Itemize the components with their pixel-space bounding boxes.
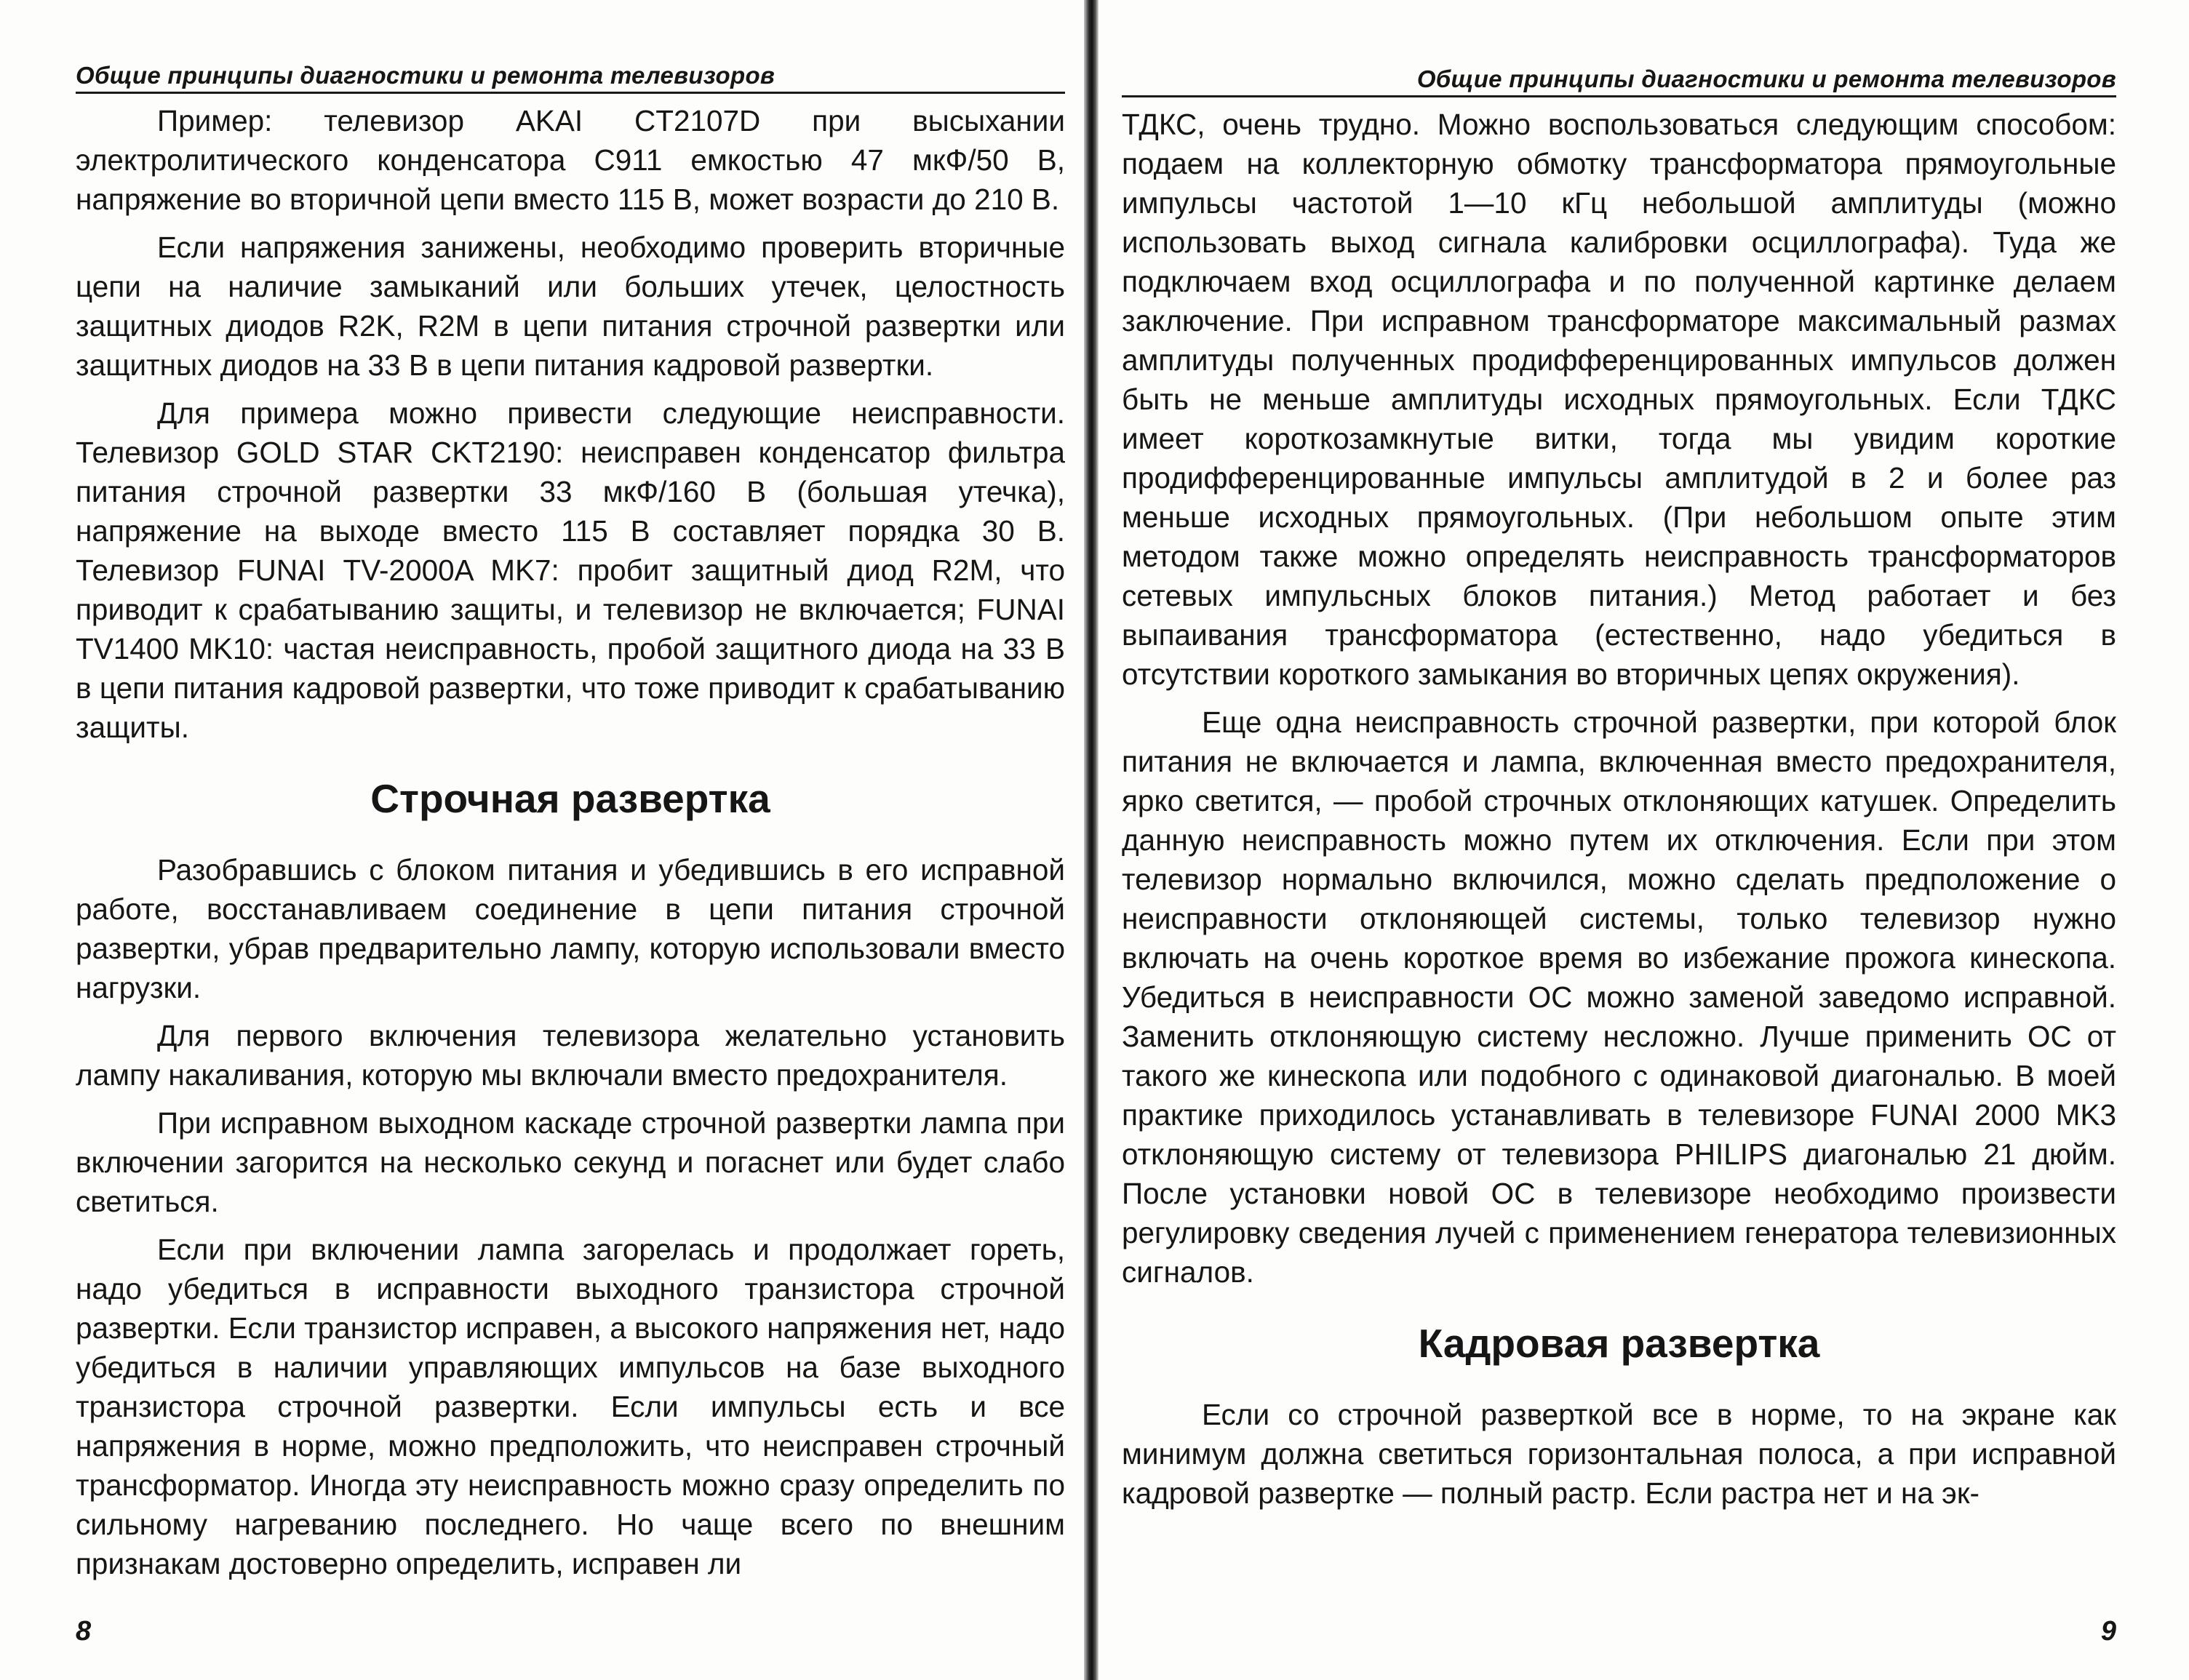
left-section-title: Строчная развертка [370, 776, 770, 821]
left-paragraph-4: Разобравшись с блоком питания и убедившись в его исправной работе, восстанавливаем соединение в цепи питания строчной развертки, убрав предварительно лампу, которую использовали вместо нагрузки. [76, 853, 1065, 1004]
left-paragraph-6: При исправном выходном каскаде строчной развертки лампа при включении загорится на несколько секунд и погаснет или будет слабо светиться. [76, 1106, 1065, 1218]
left-running-head: Общие принципы диагностики и ремонта телевизоров [76, 62, 1065, 94]
left-paragraph-7: Если при включении лампа загорелась и продолжает гореть, надо убедиться в исправности выходного транзистора строчной развертки. Если транзистор исправен, а высокого напряжения нет, надо убедиться в наличии управляющих импульсов на базе выходного транзистора строчной развертки. Если импульсы есть и все напряжения в норме, можно предположить, что неисправен строчный трансформатор. Иногда эту неисправность можно сразу определить по сильному нагреванию последнего. Но чаще всего по внешним признакам достоверно определить, исправен ли [76, 1233, 1065, 1580]
right-paragraph-2: Еще одна неисправность строчной развертки, при которой блок питания не включается и лампа, включенная вместо предохранителя, ярко светится, — пробой строчных отклоняющих катушек. Определить данную неисправность можно путем их отключения. Если при этом телевизор нормально включился, можно сделать предположение о неисправности отклоняющей системы, только телевизор нужно включать на очень короткое время во избежание прожога кинескопа. Убедиться в неисправности ОС можно заменой заведомо исправной. Заменить отклоняющую систему несложно. Лучше применить ОС от такого же кинескопа или подобного с одинаковой диагональю. В моей практике приходилось устанавливать в телевизоре FUNAI 2000 MK3 отклоняющую систему от телевизора PHILIPS диагональю 21 дюйм. После установки новой ОС в телевизоре необходимо произвести регулировку сведения лучей с применением генератора телевизионных сигналов. [1122, 705, 2116, 1289]
right-paragraph-1: ТДКС, очень трудно. Можно воспользоваться следующим способом: подаем на коллекторную обмотку трансформатора прямоугольные импульсы частотой 1—10 кГц небольшой амплитуды (можно использовать выход сигнала калибровки осциллографа). Туда же подключаем вход осциллографа и по полученной картинке делаем заключение. При исправном трансформаторе максимальный размах амплитуды полученных продифференцированных импульсов должен быть не меньше амплитуды исходных прямоугольных. Если ТДКС имеет короткозамкнутые витки, тогда мы увидим короткие продифференцированные импульсы амплитудой в 2 и более раз меньше исходных прямоугольных. (При небольшом опыте этим методом также можно определять неисправность трансформаторов сетевых импульсных блоков питания.) Метод работает и без выпаивания трансформатора (естественно, надо убедиться в отсутствии короткого замыкания во вторичных цепях окружения). [1122, 108, 2116, 691]
left-page [0, 0, 1084, 1680]
right-paragraph-3: Если со строчной разверткой все в норме, то на экране как минимум должна светиться горизонтальная полоса, а при исправной кадровой развертке — полный растр. Если растра нет и на эк- [1122, 1398, 2116, 1510]
right-section-title: Кадровая развертка [1418, 1321, 1820, 1366]
right-running-head: Общие принципы диагностики и ремонта телевизоров [1122, 65, 2116, 97]
left-paragraph-1: Пример: телевизор AKAI CT2107D при высыхании электролитического конденсатора C911 емкостью 47 мкФ/50 В, напряжение во вторичной цепи вместо 115 В, может возрасти до 210 В. [76, 104, 1065, 216]
right-page [1099, 0, 2189, 1680]
right-page-number: 9 [2100, 1616, 2116, 1647]
left-page-number: 8 [76, 1616, 92, 1647]
left-paragraph-5: Для первого включения телевизора желательно установить лампу накаливания, которую мы включали вместо предохранителя. [76, 1019, 1065, 1092]
left-paragraph-2: Если напряжения занижены, необходимо проверить вторичные цепи на наличие замыканий или больших утечек, целостность защитных диодов R2K, R2M в цепи питания строчной развертки или защитных диодов на 33 В в цепи питания кадровой развертки. [76, 231, 1065, 382]
book-gutter [1084, 0, 1099, 1680]
left-paragraph-3: Для примера можно привести следующие неисправности. Телевизор GOLD STAR CKT2190: неисправен конденсатор фильтра питания строчной развертки 33 мкФ/160 В (большая утечка), напряжение на выходе вместо 115 В составляет порядка 30 В. Телевизор FUNAI TV-2000A MK7: пробит защитный диод R2M, что приводит к срабатыванию защиты, и телевизор не включается; FUNAI TV1400 MK10: частая неисправность, пробой защитного диода на 33 В в цепи питания кадровой развертки, что тоже приводит к срабатыванию защиты. [76, 396, 1065, 744]
